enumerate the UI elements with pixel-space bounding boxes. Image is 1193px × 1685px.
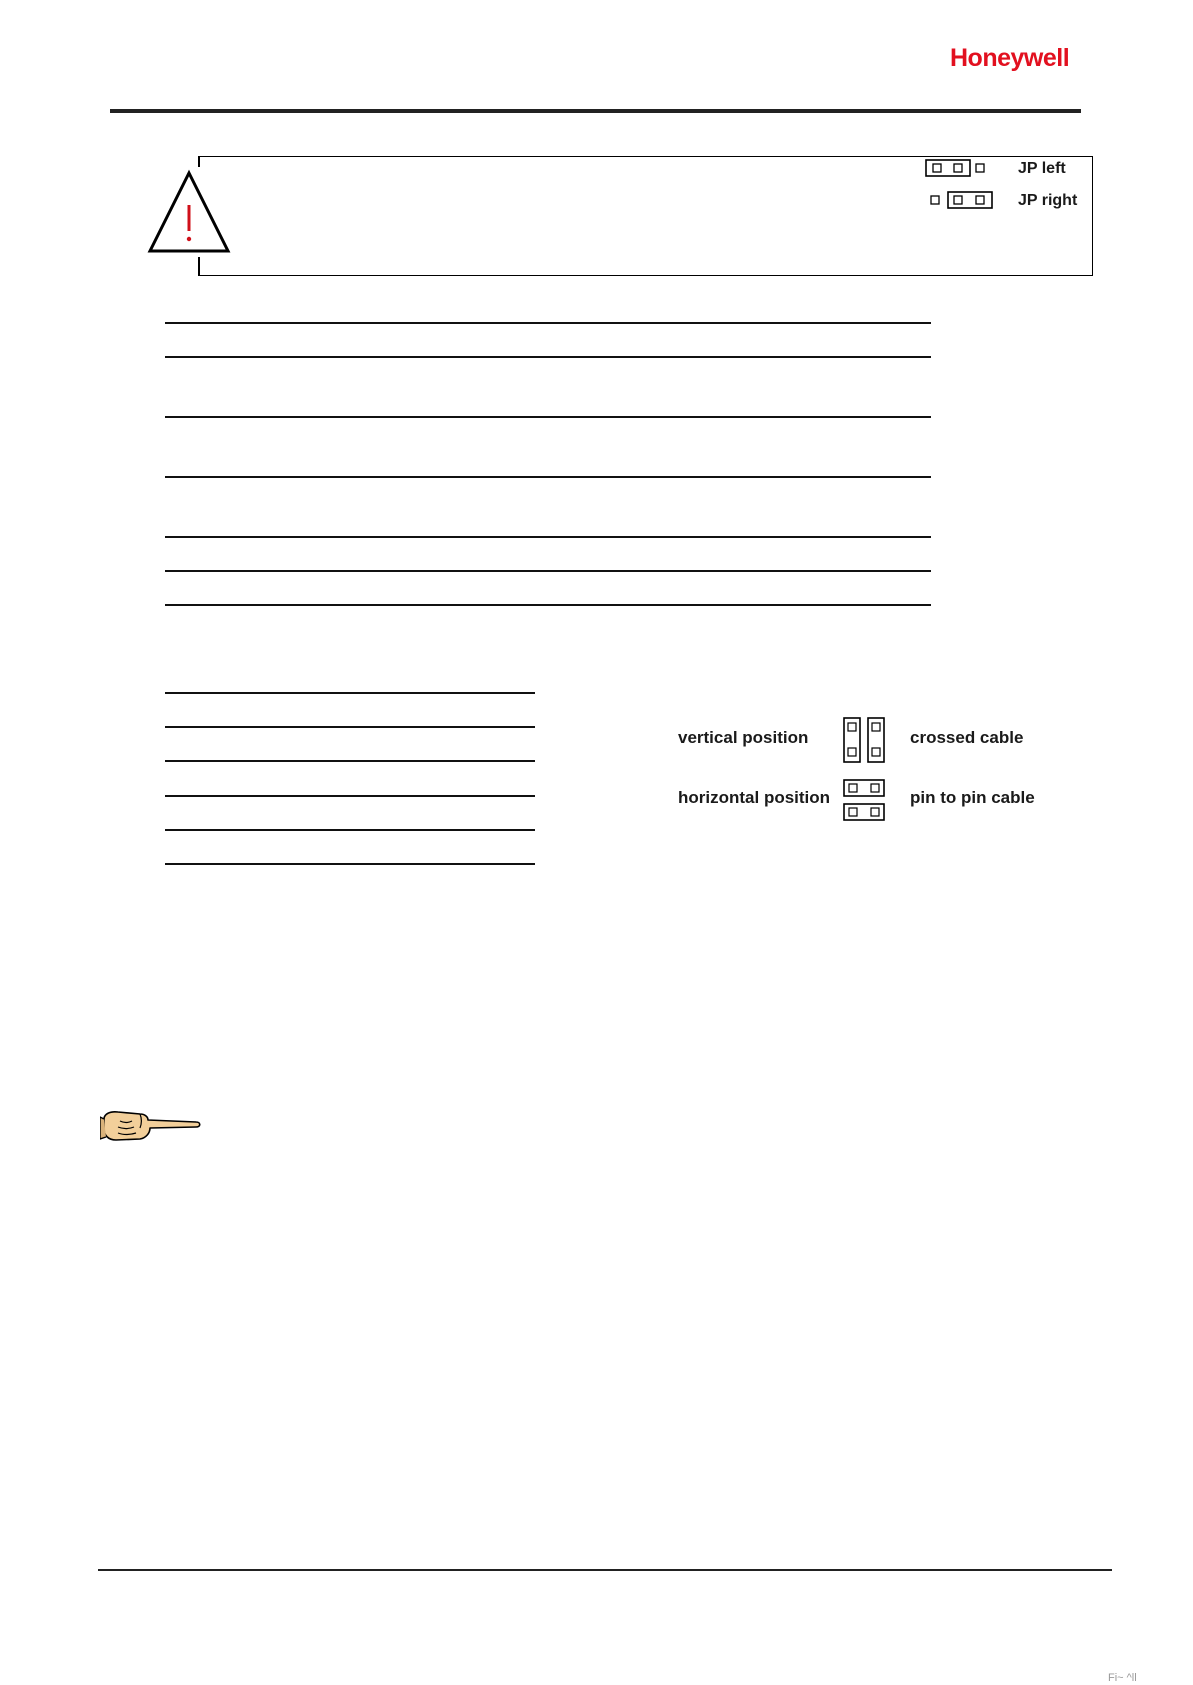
horizontal-position-label: horizontal position bbox=[678, 788, 831, 807]
pointing-hand-icon bbox=[100, 1105, 205, 1145]
cable-jumper-diagram bbox=[670, 710, 1050, 820]
table-rule bbox=[165, 476, 931, 478]
table-rule bbox=[165, 829, 535, 831]
honeywell-logo: Honeywell bbox=[950, 44, 1070, 72]
jumper-pins-icon bbox=[840, 716, 900, 826]
table-rule bbox=[165, 863, 535, 865]
pin-to-pin-cable-label: pin to pin cable bbox=[910, 788, 1035, 807]
table-rule bbox=[165, 356, 931, 358]
table-rule bbox=[165, 570, 931, 572]
table-rule bbox=[165, 760, 535, 762]
table-rule bbox=[165, 322, 931, 324]
header-divider bbox=[110, 109, 1081, 113]
table-rule bbox=[165, 416, 931, 418]
table-rule bbox=[165, 795, 535, 797]
crossed-cable-label: crossed cable bbox=[910, 728, 1024, 747]
warning-triangle-icon bbox=[146, 167, 232, 257]
footer-divider bbox=[98, 1569, 1112, 1571]
table-rule bbox=[165, 536, 931, 538]
table-rule bbox=[165, 604, 931, 606]
table-rule bbox=[165, 692, 535, 694]
jp-right-label: JP right bbox=[1018, 192, 1078, 209]
vertical-position-label: vertical position bbox=[678, 728, 809, 747]
jp-left-label: JP left bbox=[1018, 160, 1066, 177]
table-rule bbox=[165, 726, 535, 728]
jp-position-diagram bbox=[920, 158, 1090, 212]
footer-corner-text: Fi~ ^ll bbox=[1108, 1672, 1137, 1684]
